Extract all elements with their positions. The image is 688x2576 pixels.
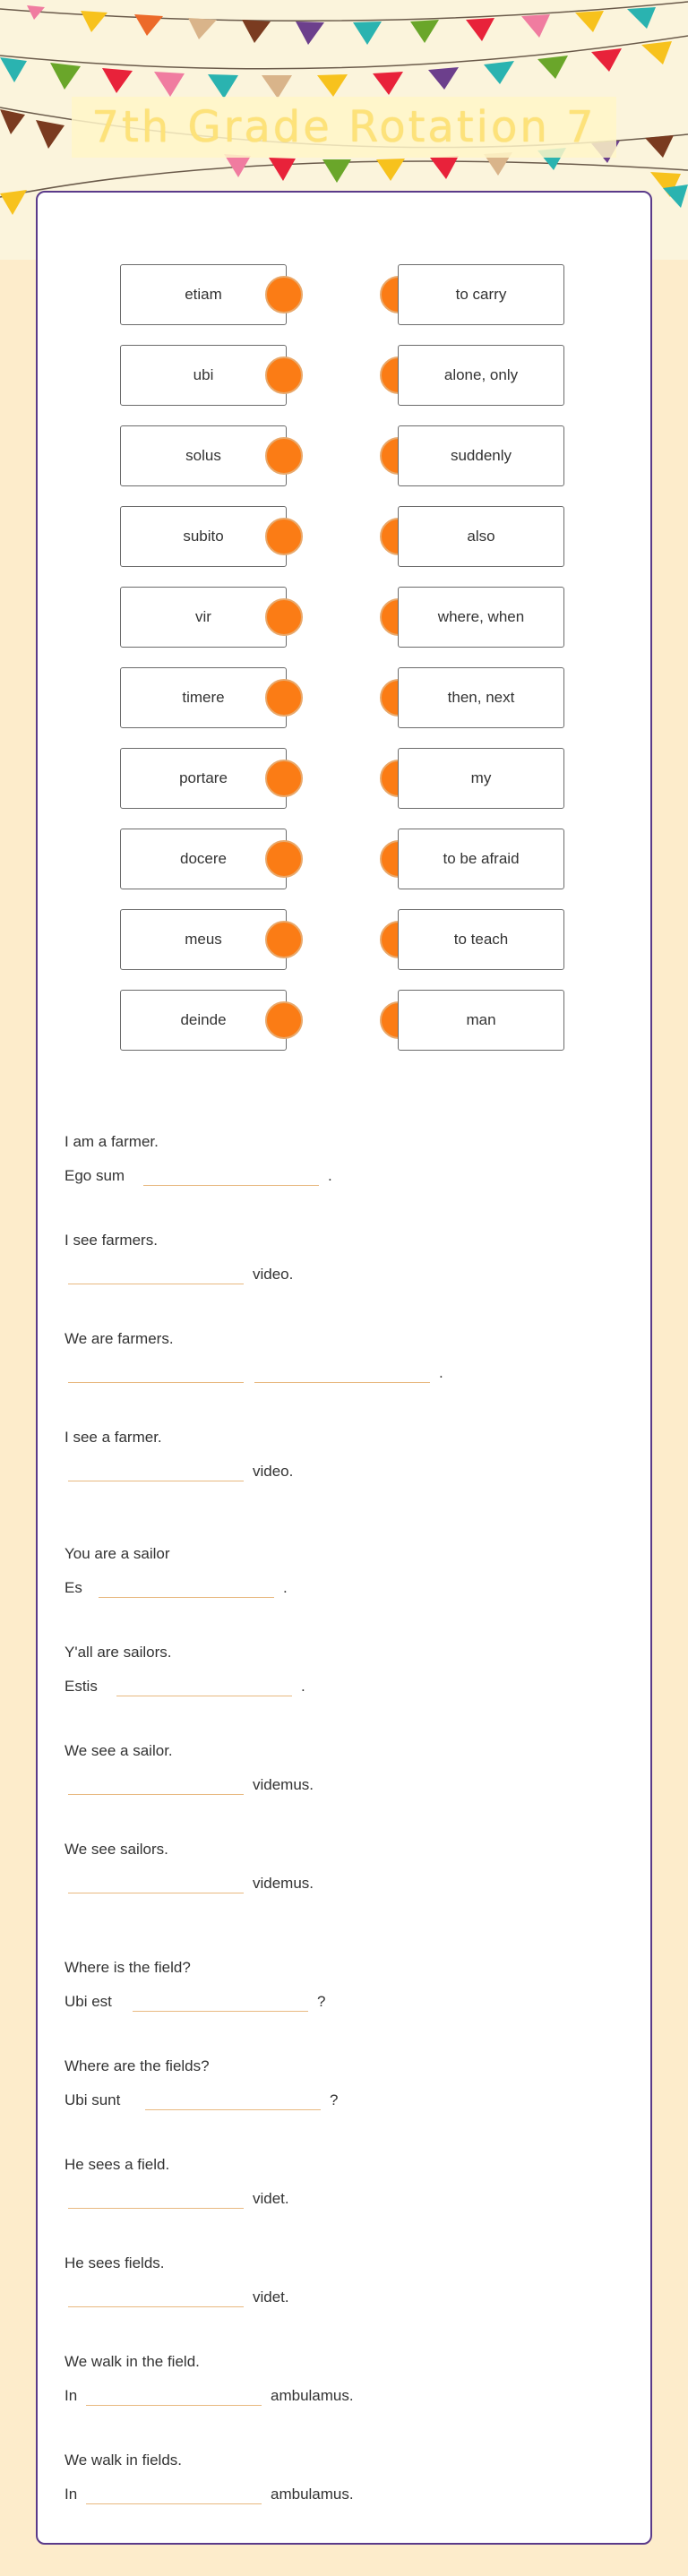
match-definition-box[interactable]: suddenly [398,425,564,486]
match-term-box[interactable]: meus [120,909,287,970]
answer-prefix: Estis [64,1678,98,1695]
match-term-box[interactable]: timere [120,667,287,728]
title-panel [72,97,616,158]
answer-blank[interactable] [68,2306,244,2307]
answer-blank[interactable] [143,1185,319,1186]
match-connector-dot[interactable] [265,437,303,475]
match-definition-box[interactable]: where, when [398,587,564,648]
match-definition-box[interactable]: also [398,506,564,567]
match-connector-dot[interactable] [265,760,303,797]
match-connector-dot[interactable] [265,356,303,394]
match-connector-dot[interactable] [265,921,303,958]
answer-suffix: ambulamus. [271,2486,354,2503]
match-term-box[interactable]: subito [120,506,287,567]
answer-prefix: In [64,2387,78,2404]
question-prompt: We are farmers. [64,1330,174,1347]
answer-suffix: . [301,1678,305,1695]
page-title: 7th Grade Rotation 7 [91,102,597,152]
match-definition-box[interactable]: man [398,990,564,1051]
match-term-box[interactable]: etiam [120,264,287,325]
answer-prefix: In [64,2486,78,2503]
match-definition-box[interactable]: to carry [398,264,564,325]
match-connector-dot[interactable] [265,679,303,717]
match-definition-box[interactable]: to teach [398,909,564,970]
answer-suffix: videmus. [253,1776,314,1793]
answer-suffix: ? [330,2091,339,2108]
answer-suffix: videt. [253,2190,289,2207]
question-prompt: Where are the fields? [64,2057,210,2074]
question-prompt: He sees a field. [64,2156,170,2173]
answer-prefix: Ubi sunt [64,2091,121,2108]
answer-suffix: . [328,1167,332,1184]
answer-suffix: . [283,1579,288,1596]
match-term-box[interactable]: ubi [120,345,287,406]
question-prompt: I see farmers. [64,1232,158,1249]
answer-blank[interactable] [68,2208,244,2209]
answer-prefix: Es [64,1579,82,1596]
answer-suffix: videmus. [253,1875,314,1892]
match-term-box[interactable]: portare [120,748,287,809]
answer-prefix: Ubi est [64,1993,112,2010]
match-term-box[interactable]: solus [120,425,287,486]
question-prompt: Y'all are sailors. [64,1644,172,1661]
answer-blank[interactable] [254,1382,430,1383]
match-definition-box[interactable]: then, next [398,667,564,728]
match-connector-dot[interactable] [265,598,303,636]
answer-blank[interactable] [68,1794,244,1795]
answer-blank[interactable] [99,1597,274,1598]
question-prompt: Where is the field? [64,1959,191,1976]
answer-blank[interactable] [86,2503,262,2504]
question-prompt: We walk in fields. [64,2451,183,2469]
question-prompt: I am a farmer. [64,1133,159,1150]
match-term-box[interactable]: vir [120,587,287,648]
match-definition-box[interactable]: alone, only [398,345,564,406]
match-definition-box[interactable]: to be afraid [398,829,564,889]
answer-suffix: ambulamus. [271,2387,354,2404]
question-prompt: You are a sailor [64,1545,170,1562]
answer-blank[interactable] [145,2109,321,2110]
match-definition-box[interactable]: my [398,748,564,809]
answer-blank[interactable] [86,2405,262,2406]
worksheet-card [36,191,652,2545]
question-prompt: He sees fields. [64,2254,165,2271]
question-prompt: We walk in the field. [64,2353,200,2370]
match-term-box[interactable]: deinde [120,990,287,1051]
answer-suffix: ? [317,1993,326,2010]
match-connector-dot[interactable] [265,1001,303,1039]
answer-suffix: video. [253,1463,294,1480]
answer-blank[interactable] [68,1382,244,1383]
answer-prefix: Ego sum [64,1167,125,1184]
answer-blank[interactable] [133,2011,308,2012]
match-connector-dot[interactable] [265,518,303,555]
match-term-box[interactable]: docere [120,829,287,889]
match-connector-dot[interactable] [265,276,303,313]
answer-suffix: video. [253,1266,294,1283]
answer-suffix: videt. [253,2288,289,2306]
question-prompt: We see a sailor. [64,1742,173,1759]
question-prompt: I see a farmer. [64,1429,162,1446]
match-connector-dot[interactable] [265,840,303,878]
answer-suffix: . [439,1364,443,1381]
question-prompt: We see sailors. [64,1841,168,1858]
